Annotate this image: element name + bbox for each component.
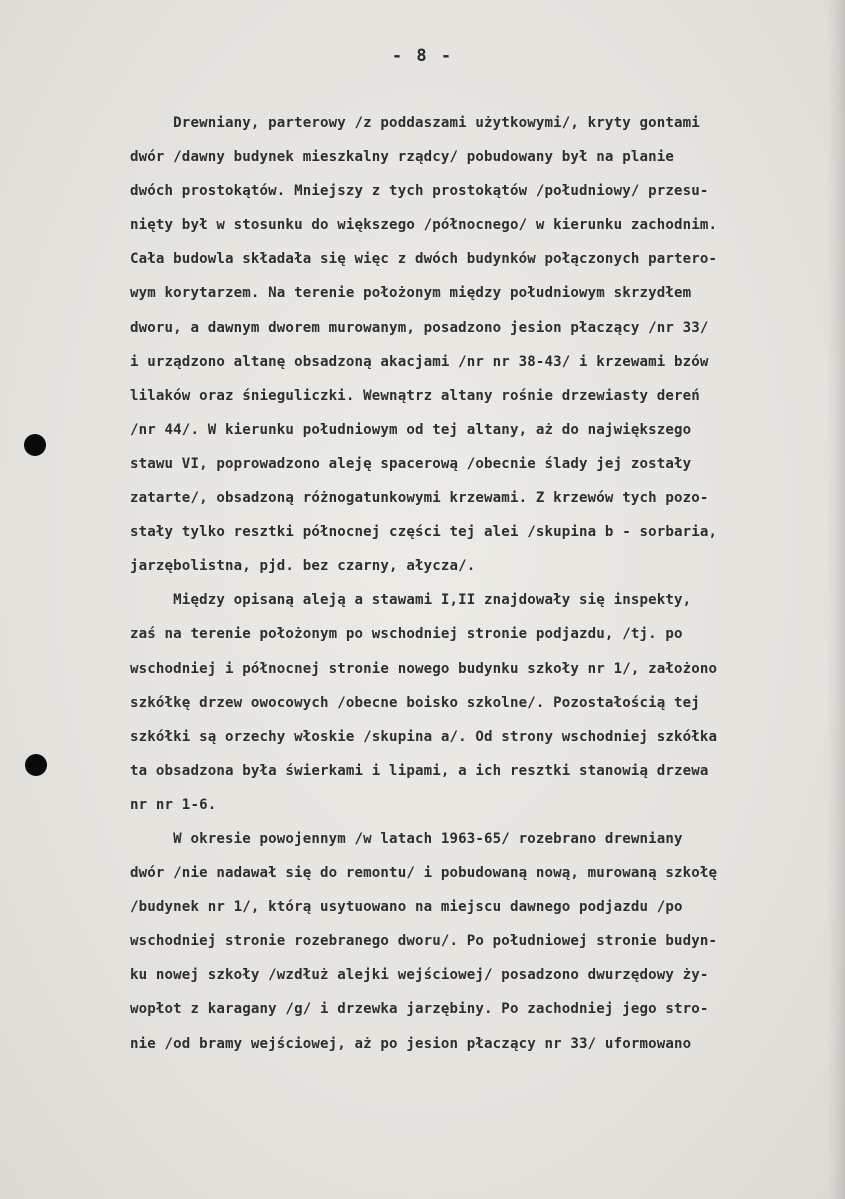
text-line: ta obsadzona była świerkami i lipami, a ich resztki stanowią drzewa (130, 762, 709, 779)
text-line: stały tylko resztki północnej części tej alei /skupina b - sorbaria, (130, 524, 718, 541)
text-line: wopłot z karagany /g/ i drzewka jarzębiny. Po zachodniej jego stro- (130, 1001, 709, 1018)
text-line: Cała budowla składała się więc z dwóch budynków połączonych partero- (130, 251, 718, 268)
text-line: /budynek nr 1/, którą usytuowano na miejscu dawnego podjazdu /po (130, 899, 683, 916)
binder-hole-top (24, 434, 46, 456)
text-line: dwór /nie nadawał się do remontu/ i pobudowaną nową, murowaną szkołę (130, 865, 718, 882)
text-line: stawu VI, poprowadzono aleję spacerową /obecnie ślady jej zostały (130, 455, 692, 472)
text-line: Między opisaną aleją a stawami I,II znajdowały się inspekty, (130, 592, 692, 609)
body-text (130, 106, 822, 1061)
text-line: wschodniej i północnej stronie nowego budynku szkoły nr 1/, założono (130, 660, 718, 677)
text-line: lilaków oraz śnieguliczki. Wewnątrz altany rośnie drzewiasty dereń (130, 387, 700, 404)
text-line: W okresie powojennym /w latach 1963-65/ rozebrano drewniany (130, 830, 683, 847)
text-line: nr nr 1-6. (130, 796, 217, 813)
text-line: nięty był w stosunku do większego /północnego/ w kierunku zachodnim. (130, 217, 718, 234)
text-line: i urządzono altanę obsadzoną akacjami /nr nr 38-43/ i krzewami bzów (130, 353, 709, 370)
text-line: zatarte/, obsadzoną różnogatunkowymi krzewami. Z krzewów tych pozo- (130, 490, 709, 507)
text-line: ku nowej szkoły /wzdłuż alejki wejściowej/ posadzono dwurzędowy ży- (130, 967, 709, 984)
text-line: szkółkę drzew owocowych /obecne boisko szkolne/. Pozostałością tej (130, 694, 700, 711)
text-line: /nr 44/. W kierunku południowym od tej altany, aż do największego (130, 421, 692, 438)
text-line: wschodniej stronie rozebranego dworu/. Po południowej stronie budyn- (130, 933, 718, 950)
text-line: dworu, a dawnym dworem murowanym, posadzono jesion płaczący /nr 33/ (130, 319, 709, 336)
page-edge-shadow (827, 0, 845, 1199)
text-line: dwór /dawny budynek mieszkalny rządcy/ pobudowany był na planie (130, 149, 675, 166)
text-line: Drewniany, parterowy /z poddaszami użytkowymi/, kryty gontami (130, 115, 700, 131)
text-line: dwóch prostokątów. Mniejszy z tych prostokątów /południowy/ przesu- (130, 183, 709, 200)
text-line: zaś na terenie położonym po wschodniej stronie podjazdu, /tj. po (130, 626, 683, 643)
binder-hole-bottom (25, 754, 47, 776)
text-line: szkółki są orzechy włoskie /skupina a/. Od strony wschodniej szkółka (130, 728, 718, 745)
text-line: jarzębolistna, pjd. bez czarny, ałycza/. (130, 558, 476, 575)
page-number: - 8 - (391, 46, 454, 66)
text-line: wym korytarzem. Na terenie położonym między południowym skrzydłem (130, 285, 692, 302)
text-line: nie /od bramy wejściowej, aż po jesion płaczący nr 33/ uformowano (130, 1035, 692, 1052)
